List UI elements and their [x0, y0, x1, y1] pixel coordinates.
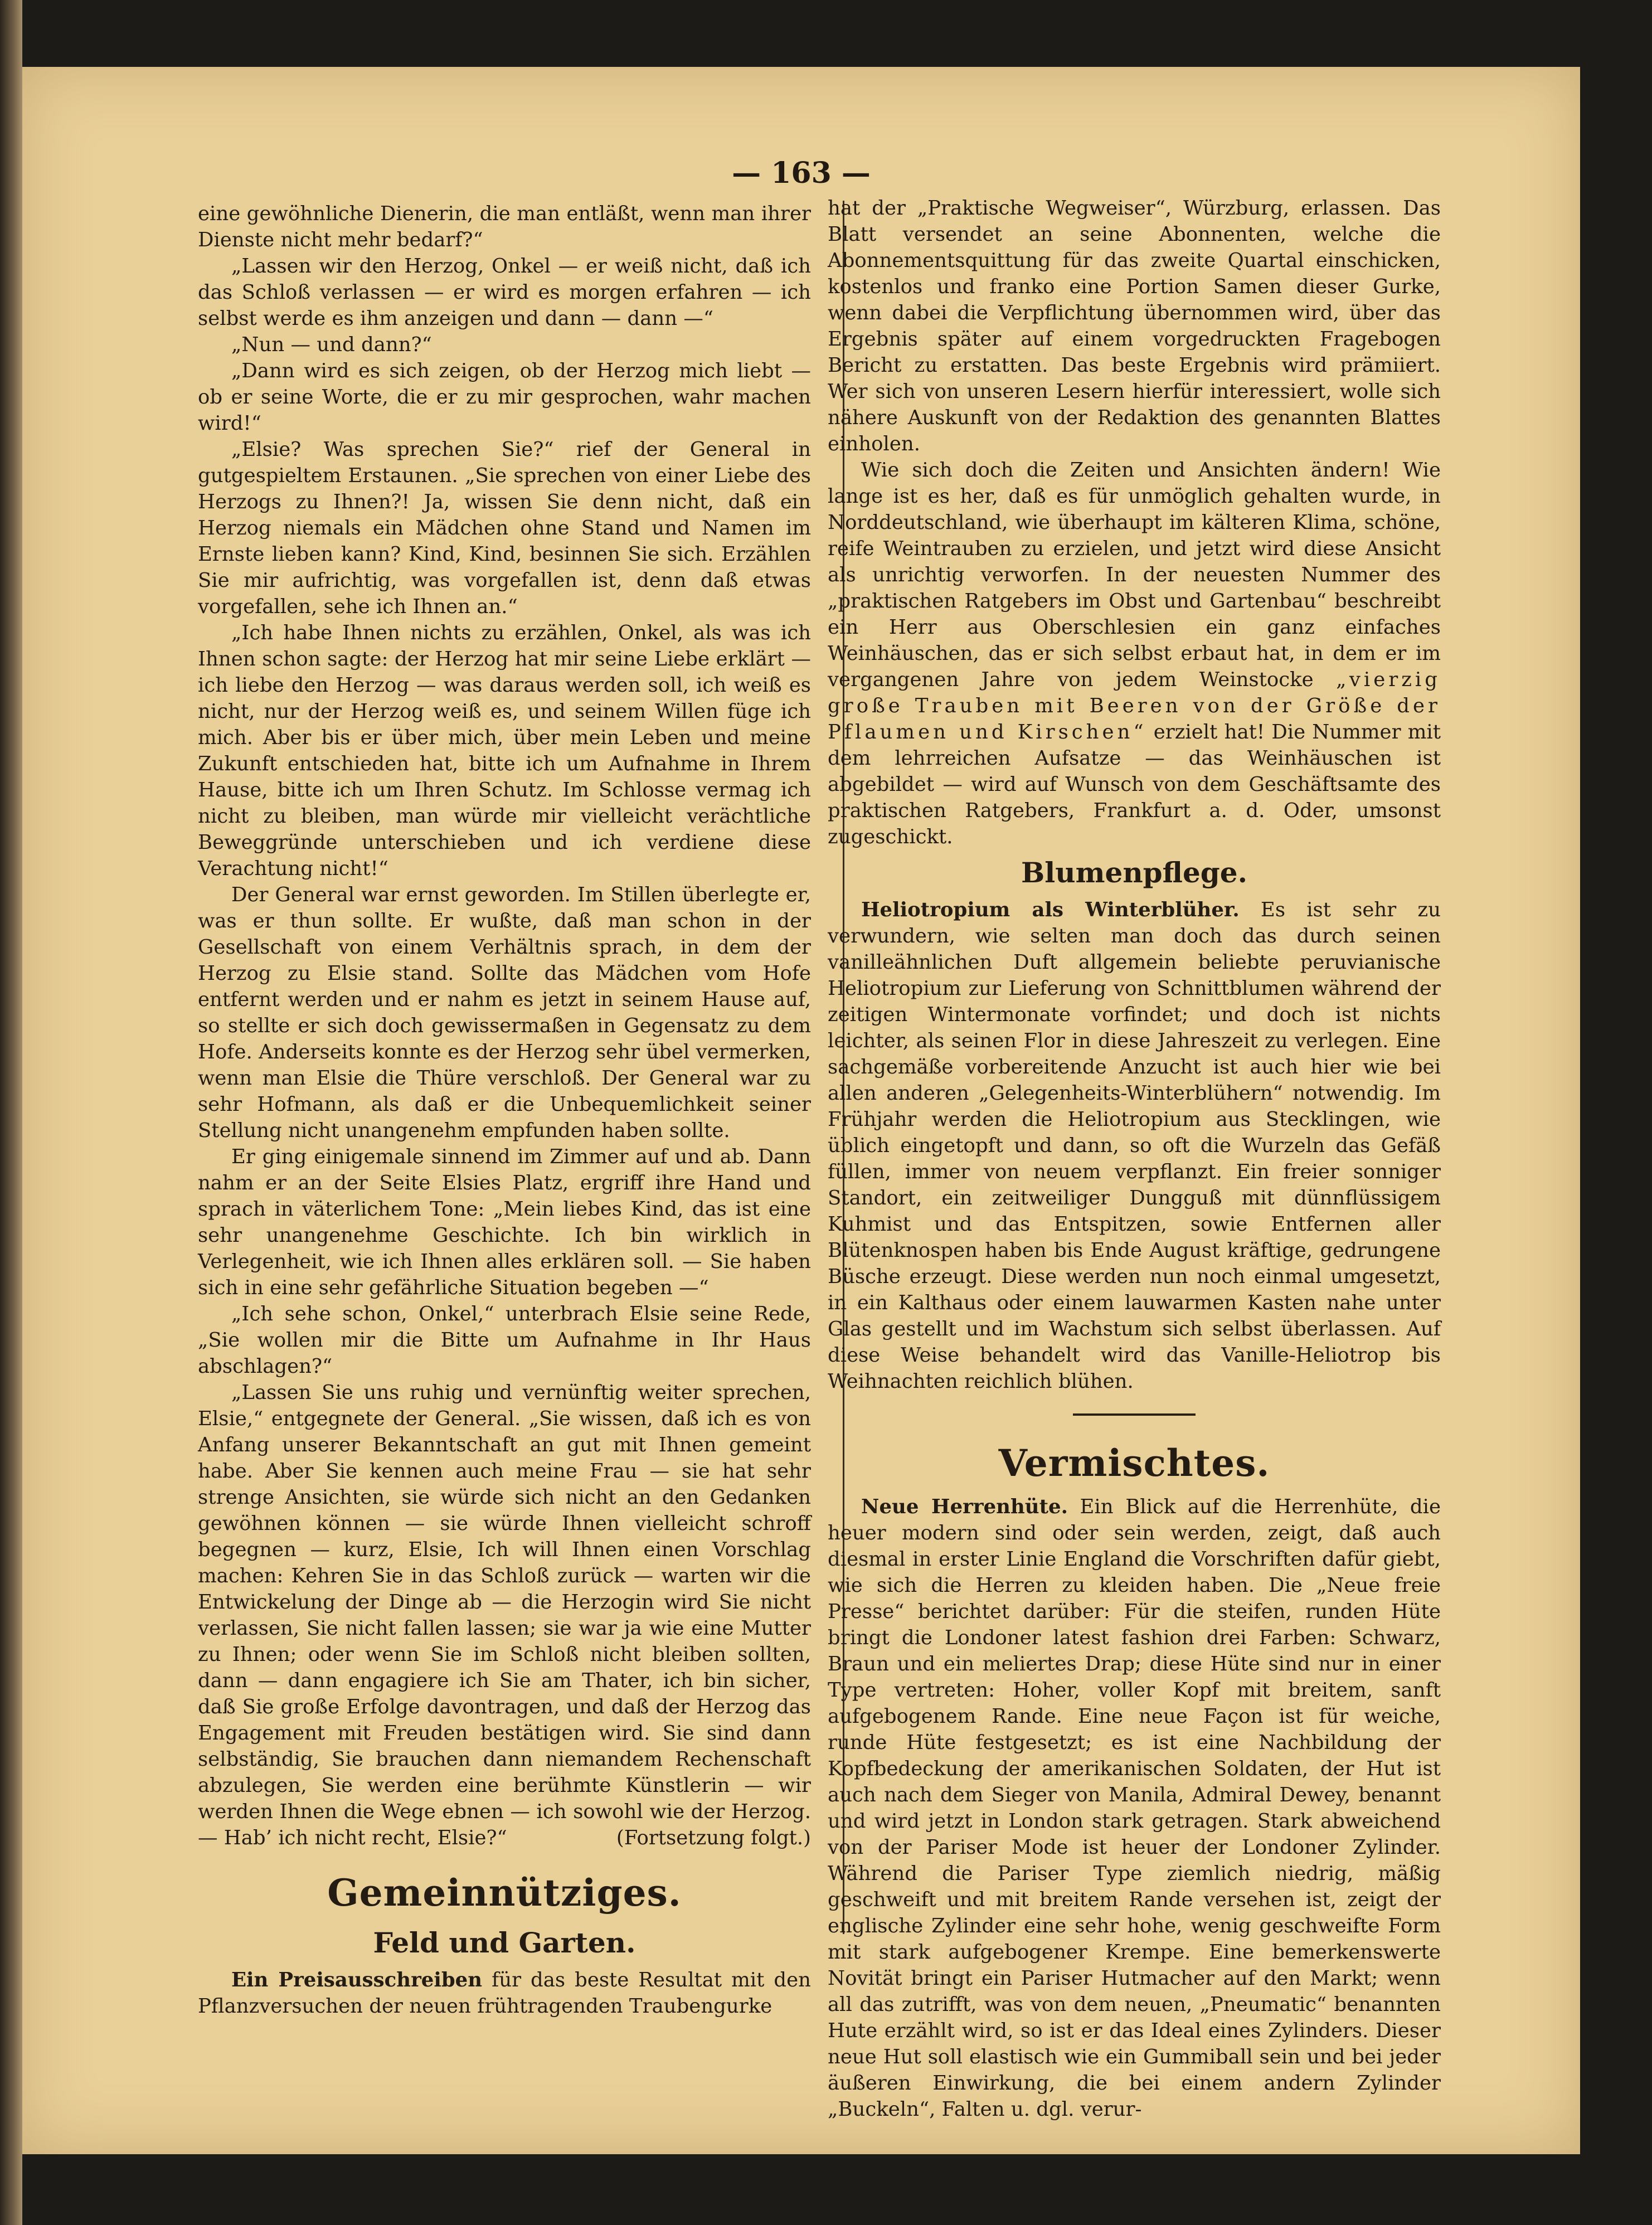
- article-runin-heading: Heliotropium als Winterblüher.: [861, 898, 1240, 921]
- adjacent-page-edge: [0, 0, 22, 2225]
- story-paragraph: Der General war ernst geworden. Im Stillen überlegte er, was er thun sollte. Er wußte, daß man schon in der Gesellschaft von einem Verhältnis sprach, in dem der Herzog zu Elsie stand. Sollte das Mädchen vom Hofe entfernt werden und er nahm es jetzt in seinem Hause auf, so stellte er sich doch gewissermaßen in Gegensatz zu dem Hofe. Anderseits konnte es der Herzog sehr übel vermerken, wenn man Elsie die Thüre verschloß. Der General war zu sehr Hofmann, als daß er die Unbequemlichkeit seiner Stellung nicht unangenehm empfunden haben sollte.: [198, 883, 811, 1142]
- right-column: [828, 195, 1441, 2122]
- story-paragraph: „Dann wird es sich zeigen, ob der Herzog mich liebt — ob er seine Worte, die er zu mir gesprochen, wahr machen wird!“: [198, 360, 811, 435]
- subsection-heading-feld-und-garten: Feld und Garten.: [373, 1926, 636, 1959]
- article-runin-heading: Neue Herrenhüte.: [861, 1495, 1068, 1518]
- section-divider: [1073, 1413, 1196, 1416]
- article-runin-heading: Ein Preisausschreiben: [231, 1969, 483, 1991]
- article-text: für das beste Resultat mit den Pflanzversuchen der neuen frühtragenden Traubengurke: [198, 1969, 812, 2018]
- article-paragraph: [828, 1494, 1441, 2122]
- article-paragraph: hat der „Praktische Wegweiser“, Würzburg, erlassen. Das Blatt versendet an seine Abonnenten, welche die Abonnementsquittung für das zweite Quartal einschicken, kostenlos und franko eine Portion Samen dieser Gurke, wenn dabei die Verpflichtung übernommen wird, über das Ergebnis später auf einem vorgedruckten Fragebogen Bericht zu erstatten. Das beste Ergebnis wird prämiiert. Wer sich von unseren Lesern hierfür interessiert, wolle sich nähere Auskunft von der Redaktion des genannten Blattes einholen.: [828, 197, 1441, 455]
- article-text: Wie sich doch die Zeiten und Ansichten ändern! Wie lange ist es her, daß es für unmöglich gehalten wurde, in Norddeutschland, wie überhaupt im kälteren Klima, schöne, reife Weintrauben zu erzielen, und jetzt wird diese Ansicht als unrichtig verworfen. In der neuesten Nummer des „praktischen Ratgebers im Obst und Gartenbau“ beschreibt ein Herr aus Oberschlesien ein ganz einfaches Weinhäuschen, das er sich selbst erbaut hat, in dem er im vergangenen Jahre von jedem Weinstocke: [828, 459, 1441, 691]
- section-heading-vermischtes: Vermischtes.: [998, 1441, 1270, 1485]
- page-number: — 163 —: [732, 156, 871, 190]
- newspaper-page: [22, 67, 1580, 2154]
- story-paragraph: „Nun — und dann?“: [231, 333, 432, 356]
- story-paragraph: eine gewöhnliche Dienerin, die man entläßt, wenn man ihrer Dienste nicht mehr bedarf?“: [198, 202, 811, 251]
- story-paragraph: [198, 1379, 811, 1851]
- story-paragraph: „Elsie? Was sprechen Sie?“ rief der General in gutgespieltem Erstaunen. „Sie sprechen von einer Liebe des Herzogs zu Ihnen?! Ja, wissen Sie denn nicht, daß ein Herzog niemals ein Mädchen ohne Stand und Namen im Ernste lieben kann? Kind, Kind, besinnen Sie sich. Erzählen Sie mir aufrichtig, was vorgefallen ist, denn daß etwas vorgefallen, sehe ich Ihnen an.“: [198, 438, 811, 618]
- story-paragraph-text: „Lassen Sie uns ruhig und vernünftig weiter sprechen, Elsie,“ entgegnete der General. „Sie wissen, daß ich es von Anfang unserer Bekanntschaft an gut mit Ihnen gemeint habe. Aber Sie kennen auch meine Frau — sie hat sehr strenge Ansichten, sie würde sich nicht an den Gedanken gewöhnen können — sie würde Ihnen vielleicht schroff begegnen — kurz, Elsie, Ich will Ihnen einen Vorschlag machen: Kehren Sie in das Schloß zurück — warten wir die Entwickelung der Dinge ab — die Herzogin wird Sie nicht verlassen, Sie nicht fallen lassen; sie war ja wie eine Mutter zu Ihnen; oder wenn Sie im Schloß nicht bleiben sollten, dann — dann engagiere ich Sie am Thater, ich bin sicher, daß Sie große Erfolge davontragen, und daß der Herzog das Engagement mit Freuden bestätigen wird. Sie sind dann selbständig, Sie brauchen dann niemandem Rechenschaft abzulegen, Sie werden eine berühmte Künstlerin — wir werden Ihnen die Wege ebnen — ich sowohl wie der Herzog. — Hab’ ich nicht recht, Elsie?“: [198, 1381, 811, 1849]
- story-paragraph: „Lassen wir den Herzog, Onkel — er weiß nicht, daß ich das Schloß verlassen — er wird es morgen erfahren — ich selbst werde es ihm anzeigen und dann — dann —“: [198, 255, 811, 330]
- article-text: erzielt hat! Die Nummer mit dem lehrreichen Aufsatze — das Weinhäuschen ist abgebildet — wird auf Wunsch von dem Geschäftsamte des praktischen Ratgebers, Frankfurt a. d. Oder, umsonst zugeschickt.: [828, 721, 1441, 848]
- article-paragraph: [198, 1967, 811, 2019]
- article-text: Ein Blick auf die Herrenhüte, die heuer modern sind oder sein werden, zeigt, daß auch diesmal in erster Linie England die Vorschriften dafür giebt, wie sich die Herren zu kleiden haben. Die „Neue freie Presse“ berichtet darüber: Für die steifen, runden Hüte bringt die Londoner latest fashion drei Farben: Schwarz, Braun und ein meliertes Drap; diese Hüte sind nur in einer Type vertreten: Hoher, voller Kopf mit breitem, sanft aufgebogenem Rande. Eine neue Façon ist für weiche, runde Hüte festgesetzt; es ist eine Nachbildung der Kopfbedeckung der amerikanischen Soldaten, der Hut ist auch nach dem Sieger von Manila, Admiral Dewey, benannt und wird jetzt in London stark getragen. Stark abweichend von der Pariser Mode ist heuer der Londoner Zylinder. Während die Pariser Type ziemlich niedrig, mäßig geschweift und mit breitem Rande versehen ist, zeigt der englische Zylinder eine sehr hohe, wenig geschweifte Form mit stark aufgebogener Krempe. Eine bemerkenswerte Novität bringt ein Pariser Hutmacher auf den Markt; wenn all das zutrifft, was von dem neuen, „Pneumatic“ benannten Hute erzählt wird, so ist er das Ideal eines Zylinders. Dieser neue Hut soll elastisch wie ein Gummiball sein und bei jeder äußeren Einwirkung, die bei einem andern Zylinder „Buckeln“, Falten u. dgl. verur-: [828, 1495, 1441, 2121]
- article-paragraph: [828, 457, 1441, 850]
- section-heading-gemeinnuetziges: Gemeinnütziges.: [327, 1871, 682, 1915]
- story-paragraph: „Ich sehe schon, Onkel,“ unterbrach Elsie seine Rede, „Sie wollen mir die Bitte um Aufnahme in Ihr Haus abschlagen?“: [198, 1303, 811, 1378]
- article-text: Es ist sehr zu verwundern, wie selten man doch das durch seinen vanilleähnlichen Duft allgemein beliebte peruvianische Heliotropium zur Lieferung von Schnittblumen während der zeitigen Wintermonate vorfindet; und doch ist nichts leichter, als seinen Flor in diese Jahreszeit zu verlegen. Eine sachgemäße vorbereitende Anzucht ist auch hier wie bei allen anderen „Gelegenheits-Winterblühern“ notwendig. Im Frühjahr werden die Heliotropium aus Stecklingen, wie üblich eingetopft und dann, so oft die Wurzeln das Gefäß füllen, immer von neuem verpflanzt. Ein freier sonniger Standort, ein zeitweiliger Dungguß mit dünnflüssigem Kuhmist und das Entspitzen, sowie Entfernen aller Blütenknospen haben bis Ende August kräftige, gedrungene Büsche erzeugt. Diese werden nun noch einmal umgesetzt, in ein Kalthaus oder einem lauwarmen Kasten nahe unter Glas gestellt und im Wachstum sich selbst überlassen. Auf diese Weise behandelt wird das Vanille-Heliotrop bis Weihnachten reichlich blühen.: [828, 898, 1441, 1393]
- article-emphasis: „vierzig große Trauben mit Beeren von der Größe der Pflaumen und Kirschen“: [828, 668, 1441, 744]
- left-column: [198, 201, 811, 2019]
- story-paragraph: Er ging einigemale sinnend im Zimmer auf und ab. Dann nahm er an der Seite Elsies Platz, ergriff ihre Hand und sprach in väterlichem Tone: „Mein liebes Kind, das ist eine sehr unangenehme Geschichte. Ich bin wirklich in Verlegenheit, wie ich Ihnen alles erklären soll. — Sie haben sich in eine sehr gefährliche Situation begeben —“: [198, 1145, 811, 1299]
- story-paragraph: „Ich habe Ihnen nichts zu erzählen, Onkel, als was ich Ihnen schon sagte: der Herzog hat mir seine Liebe erklärt — ich liebe den Herzog — was daraus werden soll, ich weiß es nicht, nur der Herzog weiß es, und seinem Willen füge ich mich. Aber bis er über mich, über mein Leben und meine Zukunft entschieden hat, bitte ich um Aufnahme in Ihrem Hause, bitte ich um Ihren Schutz. Im Schlosse vermag ich nicht zu bleiben, man würde mir vielleicht verächtliche Beweggründe unterschieben und ich verdiene diese Verachtung nicht!“: [198, 621, 811, 880]
- subsection-heading-blumenpflege: Blumenpflege.: [1021, 856, 1247, 889]
- article-paragraph: [828, 897, 1441, 1395]
- continuation-note: (Fortsetzung folgt.): [616, 1826, 811, 1849]
